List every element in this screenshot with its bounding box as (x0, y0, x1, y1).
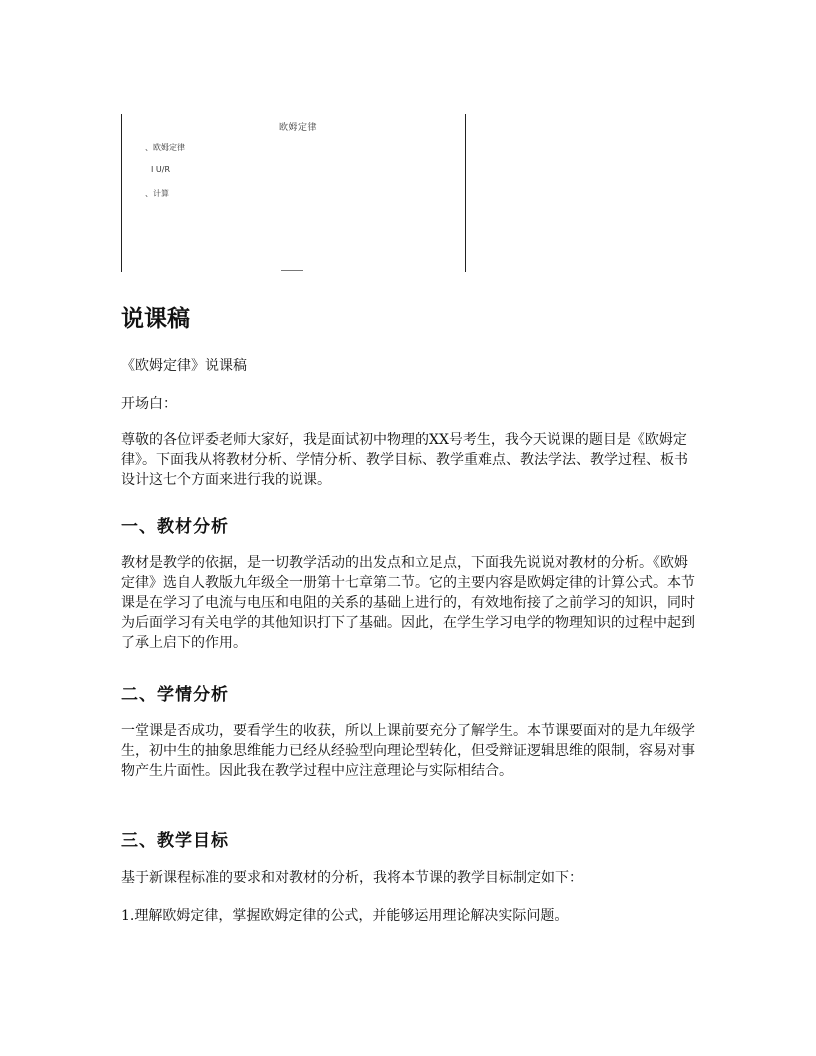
image-right-border (465, 114, 466, 272)
section-heading-students: 二、学情分析 (121, 685, 229, 705)
board-line-3: 、计算 (145, 189, 169, 198)
section-text-goals: 基于新课程标准的要求和对教材的分析，我将本节课的教学目标制定如下： (121, 870, 583, 886)
board-line-2: I U/R (151, 165, 171, 174)
board-title: 欧姆定律 (279, 123, 318, 133)
image-left-border (121, 114, 122, 272)
opening-label: 开场白： (121, 396, 177, 412)
section-text-students: 一堂课是否成功，要看学生的收获，所以上课前要充分了解学生。本节课要面对的是九年级学生，初中生的抽象思维能力已经从经验型向理论型转化，但受辩证逻辑思维的限制，容易对事物产生片面性。因此我在教学过程中应注意理论与实际相结合。 (121, 723, 695, 779)
section-text-textbook: 教材是教学的依据，是一切教学活动的出发点和立足点，下面我先说说对教材的分析。《欧姆定律》选自人教版九年级全一册第十七章第二节。它的主要内容是欧姆定律的计算公式。本节课是在学习了电流与电压和电阻的关系的基础上进行的，有效地衔接了之前学习的知识，同时为后面学习有关电学的其他知识打下了基础。因此，在学生学习电学的物理知识的过程中起到了承上启下的作用。 (121, 555, 695, 651)
opening-paragraph: 尊敬的各位评委老师大家好，我是面试初中物理的XX号考生，我今天说课的题目是《欧姆定律》。下面我从将教材分析、学情分析、教学目标、教学重难点、教法学法、教学过程、板书设计这七个方面来进行我的说课。 (121, 432, 688, 488)
document-subtitle: 《欧姆定律》说课稿 (121, 358, 247, 374)
board-line-1: 、欧姆定律 (145, 143, 185, 152)
document-title: 说课稿 (121, 306, 190, 332)
board-footer-mark (281, 270, 303, 271)
blackboard-design-image (121, 114, 466, 272)
section-heading-textbook: 一、教材分析 (121, 517, 229, 537)
section-heading-goals: 三、教学目标 (121, 831, 229, 851)
goal-item-1: 1.理解欧姆定律，掌握欧姆定律的公式，并能够运用理论解决实际问题。 (121, 908, 569, 924)
